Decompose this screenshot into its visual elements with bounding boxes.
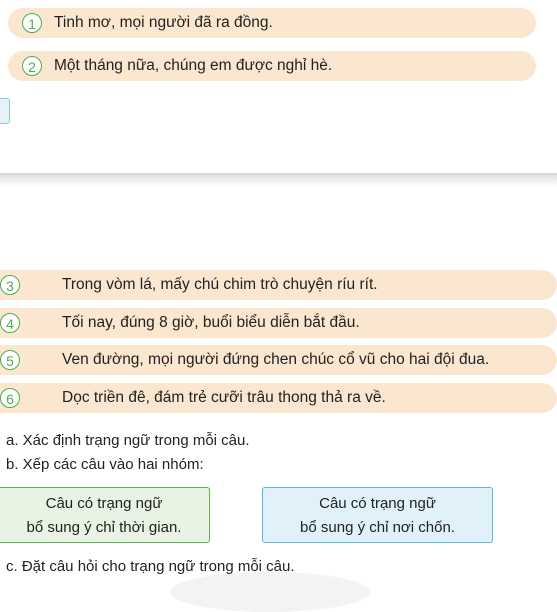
- task-a: a. Xác định trạng ngữ trong mỗi câu.: [6, 432, 250, 449]
- sentence-6-text: Dọc triền đê, đám trẻ cưỡi trâu thong thả ra về.: [62, 389, 386, 406]
- task-b: b. Xếp các câu vào hai nhóm:: [6, 456, 204, 473]
- section-divider: [0, 173, 557, 187]
- group-place-line2: bổ sung ý chỉ nơi chốn.: [300, 519, 455, 536]
- number-5-icon: 5: [0, 350, 20, 370]
- background-shape: [170, 572, 370, 612]
- group-box-time: [0, 487, 210, 543]
- sentence-3-text: Trong vòm lá, mấy chú chim trò chuyện ríu rít.: [62, 276, 378, 293]
- number-4-icon: 4: [0, 313, 20, 333]
- number-2-icon: 2: [22, 56, 42, 76]
- number-1-icon: 1: [22, 13, 42, 33]
- sentence-5-text: Ven đường, mọi người đứng chen chúc cổ vũ cho hai đội đua.: [62, 351, 490, 368]
- sentence-4-text: Tối nay, đúng 8 giờ, buổi biểu diễn bắt đầu.: [62, 314, 360, 331]
- group-time-line1: Câu có trạng ngữ: [45, 495, 163, 512]
- group-time-line2: bổ sung ý chỉ thời gian.: [26, 519, 182, 536]
- sentence-2-text: Một tháng nữa, chúng em được nghỉ hè.: [54, 57, 333, 74]
- number-3-icon: 3: [0, 275, 20, 295]
- group-box-place: [262, 487, 493, 543]
- sentence-1-text: Tinh mơ, mọi người đã ra đồng.: [54, 14, 273, 31]
- group-place-line1: Câu có trạng ngữ: [319, 495, 436, 512]
- side-tab-icon: [0, 98, 10, 124]
- number-6-icon: 6: [0, 388, 20, 408]
- task-c: c. Đặt câu hỏi cho trạng ngữ trong mỗi câu.: [6, 558, 295, 575]
